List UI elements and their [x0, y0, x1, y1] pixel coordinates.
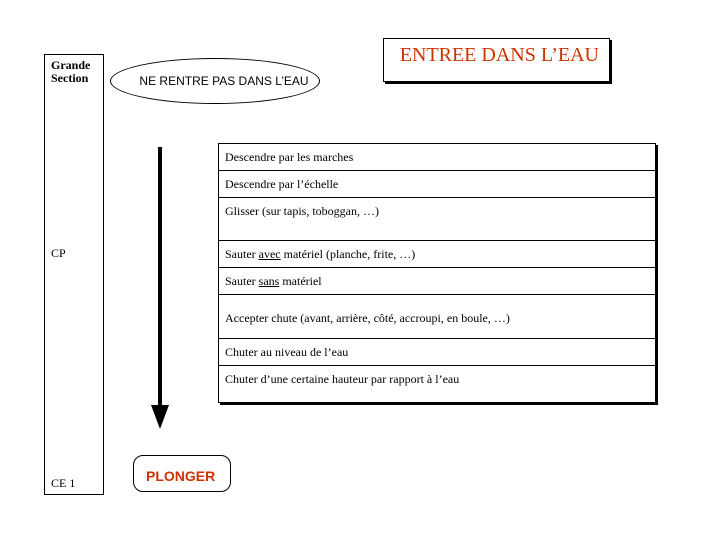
step-text-part: Glisser (sur tapis, toboggan, …)	[225, 204, 379, 218]
step-text	[225, 372, 459, 387]
step-text-part: Descendre par les marches	[225, 150, 354, 164]
start-node	[110, 58, 320, 104]
end-node	[133, 455, 231, 492]
step-text-underlined: avec	[258, 247, 281, 261]
levels-column	[44, 54, 104, 495]
step-text	[225, 274, 322, 289]
step-row	[219, 268, 655, 295]
step-text-part: Chuter d’une certaine hauteur par rapport à l’eau	[225, 372, 460, 386]
step-row	[219, 171, 655, 198]
step-text-underlined: sans	[258, 274, 280, 288]
step-text-part: matériel (planche, frite, …)	[280, 247, 416, 261]
start-node-label: NE RENTRE PAS DANS L’EAU	[139, 74, 309, 88]
step-text	[225, 247, 415, 262]
step-text-part: matériel	[279, 274, 322, 288]
step-text	[225, 345, 348, 360]
title-box	[383, 38, 610, 82]
step-text-part: Chuter au niveau de l’eau	[225, 345, 349, 359]
arrow-head	[151, 405, 169, 429]
level-cp: CP	[51, 246, 66, 260]
diagram-title: ENTREE DANS L’EAU	[399, 44, 599, 66]
level-grande-section: Grande Section	[51, 58, 91, 85]
step-text	[225, 150, 353, 165]
step-text	[225, 311, 510, 326]
step-text-part: Descendre par l’échelle	[225, 177, 339, 191]
step-text-part: Sauter	[225, 274, 259, 288]
step-text	[225, 177, 338, 192]
step-text	[225, 204, 379, 219]
step-row	[219, 295, 655, 339]
step-text-part: Sauter	[225, 247, 259, 261]
step-row	[219, 339, 655, 366]
progression-arrow	[145, 145, 175, 435]
level-ce1: CE 1	[51, 476, 76, 490]
end-node-label: PLONGER	[146, 468, 216, 484]
step-row	[219, 366, 655, 404]
steps-box	[218, 143, 656, 403]
step-row	[219, 198, 655, 241]
step-row	[219, 144, 655, 171]
step-text-part: Accepter chute (avant, arrière, côté, accroupi, en boule, …)	[225, 311, 510, 325]
step-row	[219, 241, 655, 268]
